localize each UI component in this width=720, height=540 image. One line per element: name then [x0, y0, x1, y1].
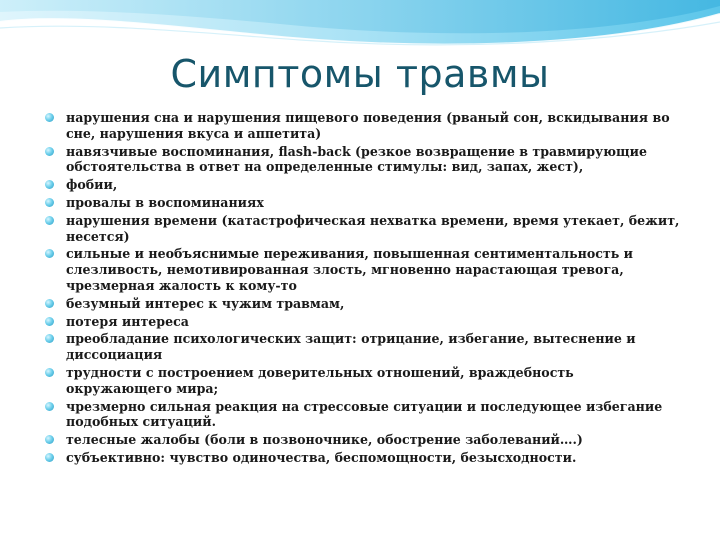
list-item-text: чрезмерно сильная реакция на стрессовые ситуации и последующее избегание подобных ситуаций. [66, 398, 663, 430]
bullet-icon [45, 402, 54, 411]
list-item [44, 110, 684, 142]
bullet-icon [45, 453, 54, 462]
list-item-text: нарушения времени (катастрофическая нехватка времени, время утекает, бежит, несется) [66, 212, 680, 244]
bullet-icon [45, 334, 54, 343]
bullet-icon [45, 317, 54, 326]
list-item-text: провалы в воспоминаниях [66, 194, 264, 210]
symptom-list [44, 110, 684, 468]
bullet-icon [45, 249, 54, 258]
bullet-icon [45, 299, 54, 308]
list-item-text: нарушения сна и нарушения пищевого поведения (рваный сон, вскидывания во сне, нарушения вкуса и аппетита) [66, 110, 670, 141]
bullet-icon [45, 368, 54, 377]
list-item [44, 365, 684, 397]
list-item [44, 296, 684, 312]
list-item [44, 177, 684, 193]
list-item-text: навязчивые воспоминания, flash-back (резкое возвращение в травмирующие обстоятельства в ответ на определенные стимулы: вид, запах, жест), [66, 143, 647, 175]
list-item-text: безумный интерес к чужим травмам, [66, 295, 345, 311]
header-wave-decoration [0, 0, 720, 60]
list-item [44, 213, 684, 245]
list-item-text: фобии, [66, 177, 118, 193]
list-item [44, 314, 684, 330]
bullet-icon [45, 216, 54, 225]
list-item [44, 331, 684, 363]
list-item-text: сильные и необъяснимые переживания, повышенная сентиментальность и слезливость, немотивированная злость, мгновенно нарастающая тревога, чрезмерная жалость к кому-то [66, 246, 634, 293]
bullet-icon [45, 435, 54, 444]
list-item-text: телесные жалобы (боли в позвоночнике, обострение заболеваний….) [66, 432, 583, 448]
list-item-text: трудности с построением доверительных отношений, враждебность окружающего мира; [66, 364, 574, 396]
list-item-text: потеря интереса [66, 313, 189, 329]
bullet-icon [45, 198, 54, 207]
list-item [44, 432, 684, 448]
bullet-icon [45, 113, 54, 122]
bullet-icon [45, 147, 54, 156]
list-item [44, 450, 684, 466]
bullet-icon [45, 180, 54, 189]
slide-title: Симптомы травмы [170, 52, 550, 96]
list-item [44, 195, 684, 211]
list-item-text: субъективно: чувство одиночества, беспомощности, безысходности. [66, 449, 577, 465]
list-item [44, 246, 684, 293]
list-item [44, 144, 684, 176]
list-item-text: преобладание психологических защит: отрицание, избегание, вытеснение и диссоциация [66, 331, 636, 363]
list-item [44, 399, 684, 431]
